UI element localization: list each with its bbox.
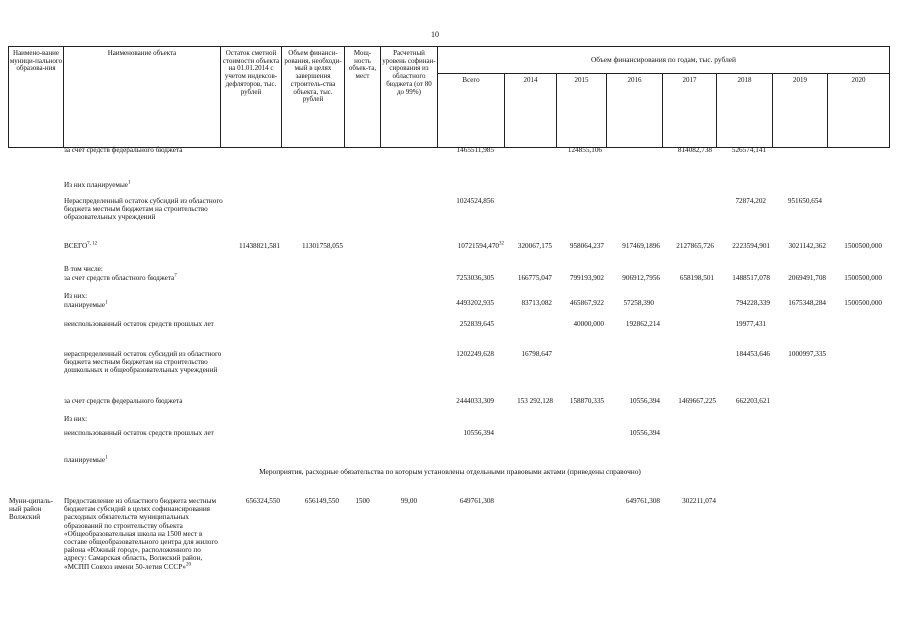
cell-total: 7253036,305 (456, 274, 494, 282)
header-capacity: Мощ-ность объек-та, мест (348, 49, 377, 81)
cell-2019: 1675348,284 (788, 299, 826, 307)
cell-total: 10721594,470$^{32}$ (457, 241, 504, 250)
row-label-object: Предоставление из областного бюджета местным бюджетам субсидий в целях софинансирования расходных обязательств муниципальных образований по строительству объекта «Общеобразовательная школа на 1500 мест в составе общеобразовательного центра для жилого района «Южный город», расположенного по адресу: Самарская область, Волжский район, «МСПП Совхоз имени 50-летия СССР»$^{20}$ (64, 497, 218, 571)
vline (889, 46, 890, 147)
vline (380, 46, 381, 147)
cell-total: 1202249,628 (456, 350, 494, 358)
cell-total: 649761,308 (459, 497, 494, 505)
header-year-total: Всего (462, 76, 480, 84)
cell-2020: 1500500,000 (844, 242, 882, 250)
cell-2014: 166775,047 (517, 274, 552, 282)
cell-2018: 1488517,078 (732, 274, 770, 282)
cell-2017: 2127865,726 (676, 242, 714, 250)
header-year-2016: 2016 (627, 76, 642, 84)
cell-2019: 2069491,708 (788, 274, 826, 282)
cell-2016: 192862,214 (625, 320, 660, 328)
cell-2019: 1000997,335 (788, 350, 826, 358)
row-label: за счет средств федерального бюджета (64, 146, 183, 154)
row-label: Нераспределенный остаток субсидий из областного бюджета местным бюджетам на строительство образовательных учреждений (64, 197, 223, 222)
cell-remaining-cost: 11438821,581 (238, 242, 280, 250)
cell-total: 10556,394 (463, 429, 494, 437)
cell-2016: 917469,1896 (622, 242, 660, 250)
cell-financing-volume: 656149,550 (304, 497, 339, 505)
cell-2018: 2223594,901 (732, 242, 770, 250)
cell-total: 252839,645 (459, 320, 494, 328)
cell-2018: 72874,202 (735, 197, 766, 205)
header-financing-by-year: Объем финансирования по годам, тыс. рублей (590, 55, 737, 64)
cell-2016: 10556,394 (629, 397, 660, 405)
row-label: Из них планируемые$^1$ (64, 180, 131, 189)
section-title: Мероприятия, расходные обязательства по которым установлены отдельными правовыми актами (приведены справочно) (259, 467, 641, 476)
header-financing-volume: Объем финанси-рования, необходи-мый в целях завершения строитель-ства объекта, тыс. рублей (284, 49, 342, 104)
page-number: 10 (431, 30, 439, 39)
cell-2018: 794228,339 (735, 299, 770, 307)
cell-total: 4493202,935 (456, 299, 494, 307)
cell-2020: 1500500,000 (844, 299, 882, 307)
cell-2018: 526574,141 (731, 146, 766, 154)
cell-2016: 57258,390 (623, 299, 654, 307)
header-remaining-cost: Остаток сметной стоимости объекта на 01.01.2014 с учетом индексов-дефляторов, тыс. рублей (222, 49, 280, 96)
cell-2016: 10556,394 (629, 429, 660, 437)
header-year-2018: 2018 (737, 76, 752, 84)
cell-2014: 153 292,128 (517, 397, 553, 405)
header-year-2015: 2015 (574, 76, 589, 84)
vline (344, 46, 345, 147)
cell-total: 1465511,985 (456, 146, 494, 154)
cell-2014: 320067,175 (517, 242, 552, 250)
row-label: за счет средств федерального бюджета (64, 397, 183, 405)
cell-cofinancing-level: 99,00 (400, 497, 418, 505)
cell-municipality: Муни-ципаль-ный район Волжский (9, 497, 53, 522)
header-object: Наименование объекта (107, 49, 177, 57)
cell-2014: 16798,647 (521, 350, 552, 358)
header-top-border (8, 46, 890, 47)
cell-2019: 3021142,362 (788, 242, 826, 250)
row-label-intro: В том числе: (64, 265, 103, 273)
row-label: нераспределенный остаток субсидий из областного бюджета местным бюджетам на строительство дошкольных и общеобразовательных учреждений (64, 350, 222, 375)
row-label: неиспользованный остаток средств прошлых лет (64, 320, 214, 328)
cell-2015: 799193,902 (569, 274, 604, 282)
cell-2018: 662203,621 (735, 397, 770, 405)
header-municipality: Наимено-вание муници-пального образова-ния (9, 49, 63, 73)
header-cofinancing-level: Расчетный уровень софинан-сирования из областного бюджета (от 80 до 99%) (382, 49, 436, 96)
row-label: за счет средств областного бюджета$^7$ (64, 273, 177, 282)
cell-2016: 906912,7956 (622, 274, 660, 282)
cell-2018: 19977,431 (735, 320, 766, 328)
header-year-2020: 2020 (851, 76, 866, 84)
cell-2017: 814082,738 (677, 146, 712, 154)
cell-2015: 958064,237 (569, 242, 604, 250)
cell-2014: 83713,082 (521, 299, 552, 307)
row-label-total: ВСЕГО$^{7, 12}$ (64, 241, 98, 250)
cell-2017: 302211,074 (682, 497, 716, 505)
cell-2016: 649761,308 (625, 497, 660, 505)
cell-2018: 184453,646 (735, 350, 770, 358)
header-year-2014: 2014 (523, 76, 538, 84)
header-year-2017: 2017 (682, 76, 697, 84)
cell-2020: 1500500,000 (844, 274, 882, 282)
cell-2015: 158870,335 (569, 397, 604, 405)
vline (281, 46, 282, 147)
cell-2015: 465867,922 (569, 299, 604, 307)
cell-financing-volume: 11301758,055 (301, 242, 343, 250)
row-label: планируемые$^1$ (64, 300, 108, 309)
row-label-intro: Из них: (64, 415, 88, 423)
cell-capacity: 1500 (355, 497, 370, 505)
cell-remaining-cost: 656324,550 (245, 497, 280, 505)
cell-2019: 951650,654 (787, 197, 822, 205)
cell-2017: 1469667,225 (678, 397, 716, 405)
cell-2015: 124855,106 (567, 146, 602, 154)
vline (63, 46, 64, 147)
cell-2017: 658198,501 (679, 274, 714, 282)
vline (220, 46, 221, 147)
row-label: неиспользованный остаток средств прошлых лет (64, 429, 214, 437)
cell-2015: 40000,000 (573, 320, 604, 328)
cell-total: 1024524,856 (456, 197, 494, 205)
cell-total: 2444033,309 (456, 397, 494, 405)
row-label-intro: Из них: (64, 292, 88, 300)
header-year-2019: 2019 (793, 76, 807, 84)
row-label: планируемые$^1$ (64, 455, 108, 464)
